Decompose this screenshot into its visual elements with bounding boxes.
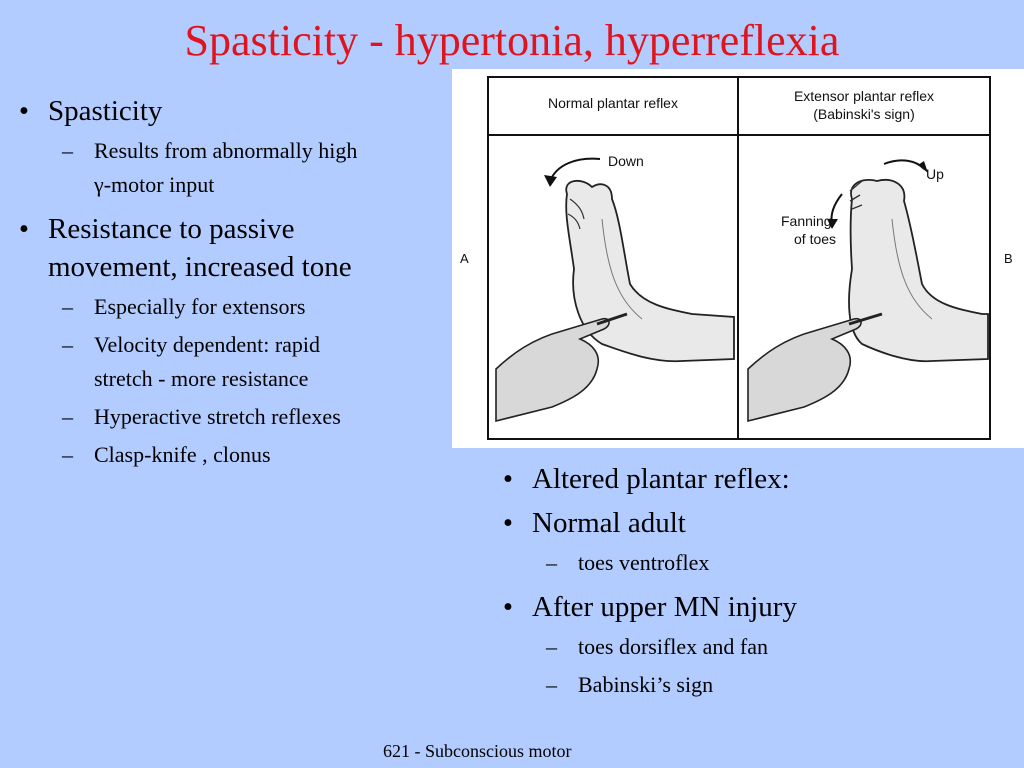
sub-bullet-results	[12, 134, 442, 202]
dash-icon: –	[546, 550, 557, 575]
bullet-icon: •	[18, 213, 30, 245]
dash-icon: –	[546, 634, 557, 659]
bullet-text: Spasticity	[48, 95, 163, 127]
bullet-icon: •	[502, 507, 514, 539]
sub-bullet-extensors	[12, 290, 442, 324]
label-up: Up	[926, 166, 944, 182]
dash-icon: –	[62, 442, 73, 467]
dash-icon: –	[546, 672, 557, 697]
right-bullet-list	[496, 460, 1016, 706]
bullet-text: Normal adult	[532, 507, 686, 539]
bullet-icon: •	[502, 463, 514, 495]
label-fanning-2: of toes	[794, 231, 837, 247]
sub-bullet-text-cont: stretch - more resistance	[94, 366, 309, 391]
bullet-icon: •	[18, 95, 30, 127]
panel-a-header: Normal plantar reflex	[548, 95, 678, 111]
sub-bullet-text: Especially for extensors	[94, 294, 306, 319]
bullet-text: After upper MN injury	[532, 591, 797, 623]
dash-icon: –	[62, 294, 73, 319]
sub-bullet-velocity	[12, 328, 442, 396]
sub-bullet-text: toes dorsiflex and fan	[578, 634, 768, 659]
label-fanning-1: Fanning	[781, 213, 832, 229]
bullet-altered-plantar	[496, 460, 1016, 498]
bullet-icon: •	[502, 591, 514, 623]
bullet-text: Altered plantar reflex:	[532, 463, 790, 495]
dash-icon: –	[62, 138, 73, 163]
sub-bullet-ventroflex	[496, 546, 1016, 580]
bullet-normal-adult	[496, 504, 1016, 542]
plantar-reflex-illustration	[452, 69, 1024, 448]
panel-b-label: B	[1004, 251, 1013, 266]
sub-bullet-dorsiflex	[496, 630, 1016, 664]
sub-bullet-clasp-knife	[12, 438, 442, 472]
sub-bullet-text: Results from abnormally high	[94, 138, 358, 163]
bullet-resistance	[12, 210, 442, 286]
panel-a-label: A	[460, 251, 469, 266]
bullet-text-cont: movement, increased tone	[48, 251, 352, 283]
dash-icon: –	[62, 332, 73, 357]
left-bullet-list	[12, 92, 442, 476]
panel-b-header-1: Extensor plantar reflex	[793, 88, 935, 104]
sub-bullet-babinski	[496, 668, 1016, 702]
sub-bullet-text: Babinski’s sign	[578, 672, 714, 697]
bullet-spasticity	[12, 92, 442, 130]
slide-title: Spasticity - hypertonia, hyperreflexia	[184, 16, 840, 65]
slide-footer: 621 - Subconscious motor	[383, 741, 572, 761]
dash-icon: –	[62, 404, 73, 429]
plantar-reflex-figure	[452, 69, 1024, 448]
panel-b-header-2: (Babinski's sign)	[813, 106, 915, 122]
sub-bullet-hyperactive	[12, 400, 442, 434]
sub-bullet-text: toes ventroflex	[578, 550, 710, 575]
sub-bullet-text: Velocity dependent: rapid	[94, 332, 321, 357]
bullet-text: Resistance to passive	[48, 213, 295, 245]
sub-bullet-text: Clasp-knife , clonus	[94, 442, 271, 467]
label-down: Down	[608, 153, 644, 169]
sub-bullet-text: Hyperactive stretch reflexes	[94, 404, 341, 429]
sub-bullet-text-cont: γ-motor input	[94, 172, 215, 197]
bullet-upper-mn	[496, 588, 1016, 626]
